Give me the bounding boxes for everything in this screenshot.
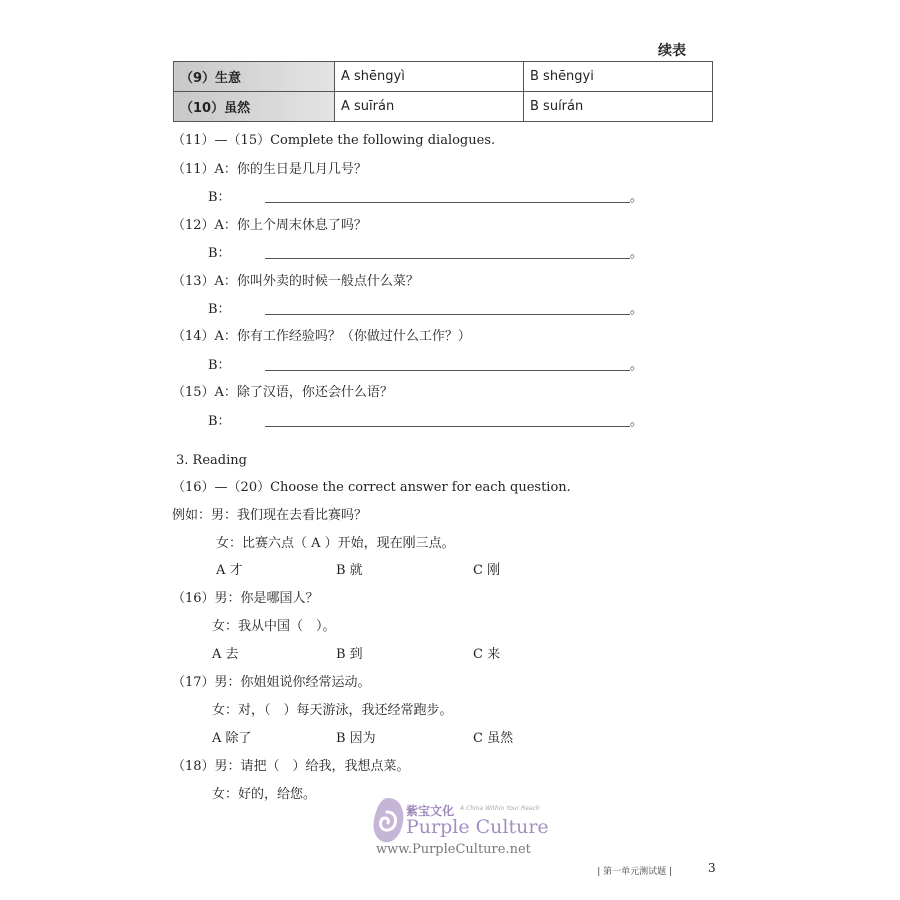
dialogue-question: （12）A：你上个周末休息了吗？ xyxy=(172,218,367,233)
watermark-brand: Purple Culture xyxy=(406,816,549,838)
answer-period: 。 xyxy=(630,414,644,429)
dialogue-b-label: B： xyxy=(208,246,231,261)
dialogue-b-label: B： xyxy=(208,358,231,373)
answer-line[interactable] xyxy=(265,314,630,315)
example-woman: 女：比赛六点（ A ）开始，现在刚三点。 xyxy=(216,536,455,551)
dialogue-b-label: B： xyxy=(208,414,231,429)
question-woman: 女：好的，给您。 xyxy=(212,787,317,802)
dialogue-question: （13）A：你叫外卖的时候一般点什么菜？ xyxy=(172,274,419,289)
option-c: C 刚 xyxy=(473,563,501,578)
dialogue-question: （11）A：你的生日是几月几号？ xyxy=(172,162,367,177)
question-woman: 女：对，（ ）每天游泳，我还经常跑步。 xyxy=(212,703,453,718)
vocab-option-b: B shēngyi xyxy=(524,62,713,92)
answer-period: 。 xyxy=(630,358,644,373)
answer-line[interactable] xyxy=(265,370,630,371)
option-a[interactable]: A 去 xyxy=(212,647,239,662)
watermark-tagline: A China Within Your Reach xyxy=(460,805,540,812)
question-man: （17）男：你姐姐说你经常运动。 xyxy=(172,675,371,690)
option-a[interactable]: A 除了 xyxy=(212,731,252,746)
question-man: （18）男：请把（ ）给我，我想点菜。 xyxy=(172,759,410,774)
question-woman: 女：我从中国（ ）。 xyxy=(212,619,336,634)
option-c[interactable]: C 来 xyxy=(473,647,501,662)
vocab-table xyxy=(173,61,713,122)
answer-period: 。 xyxy=(630,246,644,261)
option-b: B 就 xyxy=(336,563,363,578)
vocab-option-b: B suírán xyxy=(524,92,713,122)
answer-line[interactable] xyxy=(265,202,630,203)
option-a: A 才 xyxy=(216,563,243,578)
watermark-url: www.PurpleCulture.net xyxy=(376,842,531,857)
page-footer: | 第一单元测试题 | xyxy=(597,867,672,877)
continued-label: 续表 xyxy=(658,43,686,59)
option-b[interactable]: B 因为 xyxy=(336,731,376,746)
question-man: （16）男：你是哪国人？ xyxy=(172,591,319,606)
dialogue-b-label: B： xyxy=(208,302,231,317)
purple-culture-logo-icon xyxy=(370,796,406,846)
dialogues-instruction: （11）—（15）Complete the following dialogues. xyxy=(172,133,496,148)
vocab-option-a: A suīrán xyxy=(335,92,524,122)
table-row xyxy=(174,62,713,92)
answer-period: 。 xyxy=(630,190,644,205)
option-c[interactable]: C 虽然 xyxy=(473,731,514,746)
vocab-word: （10）虽然 xyxy=(174,92,335,122)
option-b[interactable]: B 到 xyxy=(336,647,363,662)
purple-culture-watermark xyxy=(370,792,560,862)
section-heading: 3. Reading xyxy=(176,453,247,468)
watermark-cn: 紫宝文化 xyxy=(406,804,455,818)
dialogue-question: （14）A：你有工作经验吗？（你做过什么工作？） xyxy=(172,329,471,344)
dialogue-b-label: B： xyxy=(208,190,231,205)
vocab-word: （9）生意 xyxy=(174,62,335,92)
answer-period: 。 xyxy=(630,302,644,317)
vocab-option-a: A shēngyì xyxy=(335,62,524,92)
dialogue-question: （15）A：除了汉语，你还会什么语？ xyxy=(172,385,393,400)
answer-line[interactable] xyxy=(265,426,630,427)
table-row xyxy=(174,92,713,122)
answer-line[interactable] xyxy=(265,258,630,259)
page-number: 3 xyxy=(708,861,716,875)
reading-instruction: （16）—（20）Choose the correct answer for each question. xyxy=(172,480,571,495)
example-man: 例如：男：我们现在去看比赛吗？ xyxy=(172,508,368,523)
